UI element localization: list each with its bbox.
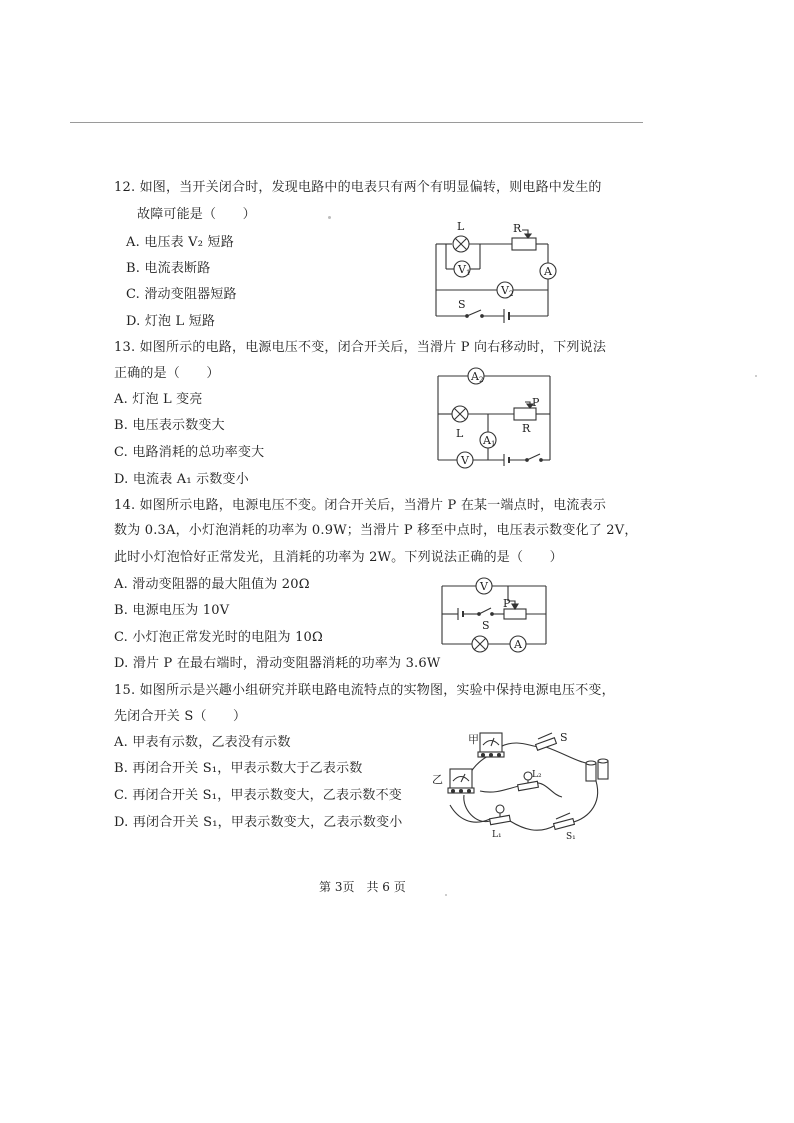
- question-13-option-d[interactable]: D. 电流表 A₁ 示数变小: [114, 472, 249, 487]
- q15-meter-jia-label: 甲: [468, 733, 479, 746]
- scan-speck: [328, 216, 331, 219]
- q12-rheostat-label: R: [513, 222, 522, 235]
- q13-rheostat-label: R: [522, 422, 531, 435]
- question-14-stem-line-1: 14. 如图所示电路，电源电压不变。闭合开关后，当滑片 P 在某一端点时，电流表示: [114, 498, 607, 513]
- q15-switch-s1-label: S₁: [566, 832, 576, 842]
- scan-speck: [755, 375, 757, 377]
- q15-lamp-l1-label: L₁: [492, 830, 502, 840]
- question-14-stem-line-2: 数为 0.3A，小灯泡消耗的功率为 0.9W；当滑片 P 移至中点时，电压表示数变化了 2V，: [114, 523, 638, 538]
- question-14-option-d[interactable]: D. 滑片 P 在最右端时，滑动变阻器消耗的功率为 3.6W: [114, 656, 441, 671]
- q14-switch-label: S: [482, 619, 490, 632]
- battery-pack: [586, 759, 608, 781]
- question-15-option-a[interactable]: A. 甲表有示数，乙表没有示数: [114, 735, 291, 750]
- question-15-stem-line-2: 先闭合开关 S（ ）: [114, 709, 247, 724]
- q12-lamp-label: L: [457, 220, 465, 233]
- q13-slider-label: P: [532, 396, 540, 409]
- q15-meter-yi-label: 乙: [432, 773, 443, 786]
- switch-s: [536, 733, 557, 750]
- scan-speck: [445, 894, 447, 896]
- question-15-option-b[interactable]: B. 再闭合开关 S₁，甲表示数大于乙表示数: [114, 761, 363, 776]
- question-15-stem-line-1: 15. 如图所示是兴趣小组研究并联电路电流特点的实物图，实验中保持电源电压不变，: [114, 683, 615, 698]
- question-13-option-c[interactable]: C. 电路消耗的总功率变大: [114, 445, 265, 460]
- question-15-option-c[interactable]: C. 再闭合开关 S₁，甲表示数变大，乙表示数不变: [114, 788, 402, 803]
- question-13-stem-line-1: 13. 如图所示的电路，电源电压不变，闭合开关后，当滑片 P 向右移动时，下列说法: [114, 340, 607, 355]
- q13-lamp-label: L: [456, 427, 464, 440]
- q12-v2-label: V2: [501, 284, 514, 298]
- question-12-option-b[interactable]: B. 电流表断路: [126, 261, 211, 276]
- q13-a2-label: A2: [471, 370, 484, 384]
- rheostat-symbol: [512, 238, 536, 250]
- meter-jia: [478, 733, 504, 757]
- q14-voltmeter-label: V: [480, 580, 488, 593]
- question-14-option-b[interactable]: B. 电源电压为 10V: [114, 603, 230, 618]
- q15-switch-s-label: S: [560, 731, 568, 744]
- q12-ammeter-label: A: [544, 265, 552, 278]
- question-12-stem-line-2: 故障可能是（ ）: [137, 207, 256, 222]
- q13-voltmeter-label: V: [461, 454, 469, 467]
- question-14-circuit-diagram: [436, 574, 552, 658]
- question-12-option-c[interactable]: C. 滑动变阻器短路: [126, 287, 237, 302]
- question-14-option-a[interactable]: A. 滑动变阻器的最大阻值为 20Ω: [114, 577, 310, 592]
- switch-s1: [554, 813, 575, 829]
- question-15-physical-circuit: [428, 725, 618, 845]
- header-rule: [70, 122, 643, 123]
- question-14-stem-line-3: 此时小灯泡恰好正常发光，且消耗的功率为 2W。下列说法正确的是（ ）: [114, 550, 563, 565]
- question-13-stem-line-2: 正确的是（ ）: [114, 366, 220, 381]
- question-13-option-b[interactable]: B. 电压表示数变大: [114, 418, 225, 433]
- question-12-stem-line-1: 12. 如图，当开关闭合时，发现电路中的电表只有两个有明显偏转，则电路中发生的: [114, 180, 602, 195]
- q14-slider-label: P: [503, 597, 511, 610]
- q15-lamp-l2-label: L₂: [532, 770, 542, 780]
- q13-a1-label: A1: [483, 434, 496, 448]
- question-12-option-d[interactable]: D. 灯泡 L 短路: [126, 314, 216, 329]
- question-13-option-a[interactable]: A. 灯泡 L 变亮: [114, 392, 203, 407]
- question-15-option-d[interactable]: D. 再闭合开关 S₁，甲表示数变大，乙表示数变小: [114, 815, 403, 830]
- question-13-circuit-diagram: [432, 362, 556, 474]
- question-14-option-c[interactable]: C. 小灯泡正常发光时的电阻为 10Ω: [114, 630, 324, 645]
- lamp-l1: [490, 805, 511, 825]
- q14-ammeter-label: A: [514, 638, 522, 651]
- question-12-circuit-diagram: [424, 218, 562, 328]
- meter-yi: [448, 769, 474, 793]
- question-12-option-a[interactable]: A. 电压表 V₂ 短路: [126, 235, 234, 250]
- page-footer: 第 3页 共 6 页: [319, 880, 406, 894]
- q12-switch-label: S: [458, 298, 466, 311]
- q12-v1-label: V1: [458, 263, 471, 277]
